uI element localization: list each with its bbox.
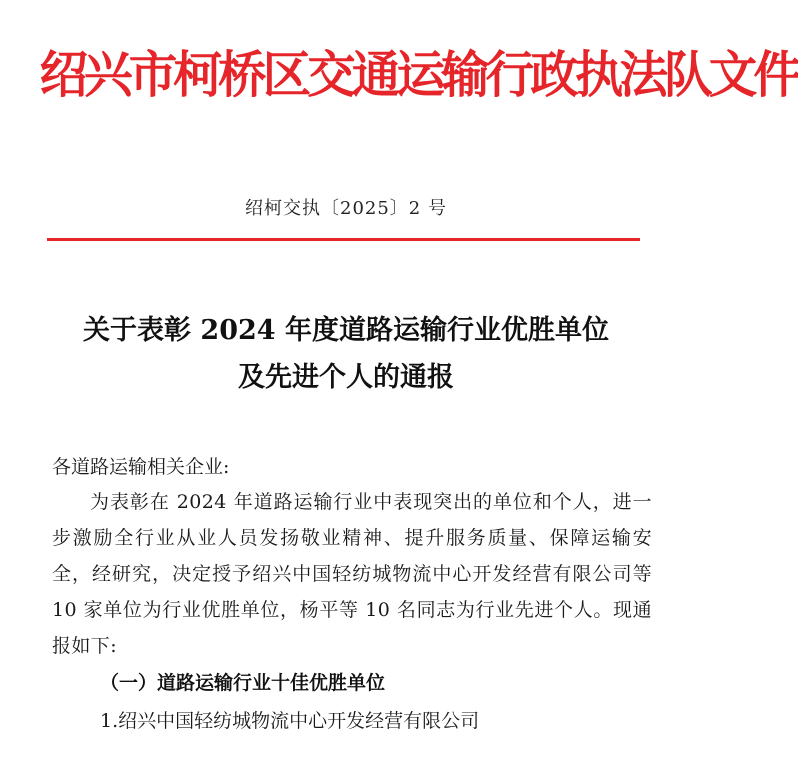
body-paragraph: 为表彰在 2024 年道路运输行业中表现突出的单位和个人，进一步激励全行业从业人员发扬敬业精神、提升服务质量、保障运输安全，经研究，决定授予绍兴中国轻纺城物流中心开发经营有限公司等 10 家单位为行业优胜单位，杨平等 10 名同志为行业先进个人。现通报如下: (52, 491, 652, 657)
issuer-header: 绍兴市柯桥区交通运输行政执法队文件 (39, 46, 798, 104)
document-number: 绍柯交执〔2025〕2 号 (245, 198, 447, 219)
document-title-line-1: 关于表彰 2024 年度道路运输行业优胜单位 (83, 315, 609, 346)
salutation: 各道路运输相关企业: (52, 456, 230, 478)
red-divider-line (47, 238, 640, 241)
list-item: 1.绍兴中国轻纺城物流中心开发经营有限公司 (100, 710, 480, 732)
section-heading: （一）道路运输行业十佳优胜单位 (100, 672, 386, 694)
document-title-line-2: 及先进个人的通报 (238, 362, 454, 393)
